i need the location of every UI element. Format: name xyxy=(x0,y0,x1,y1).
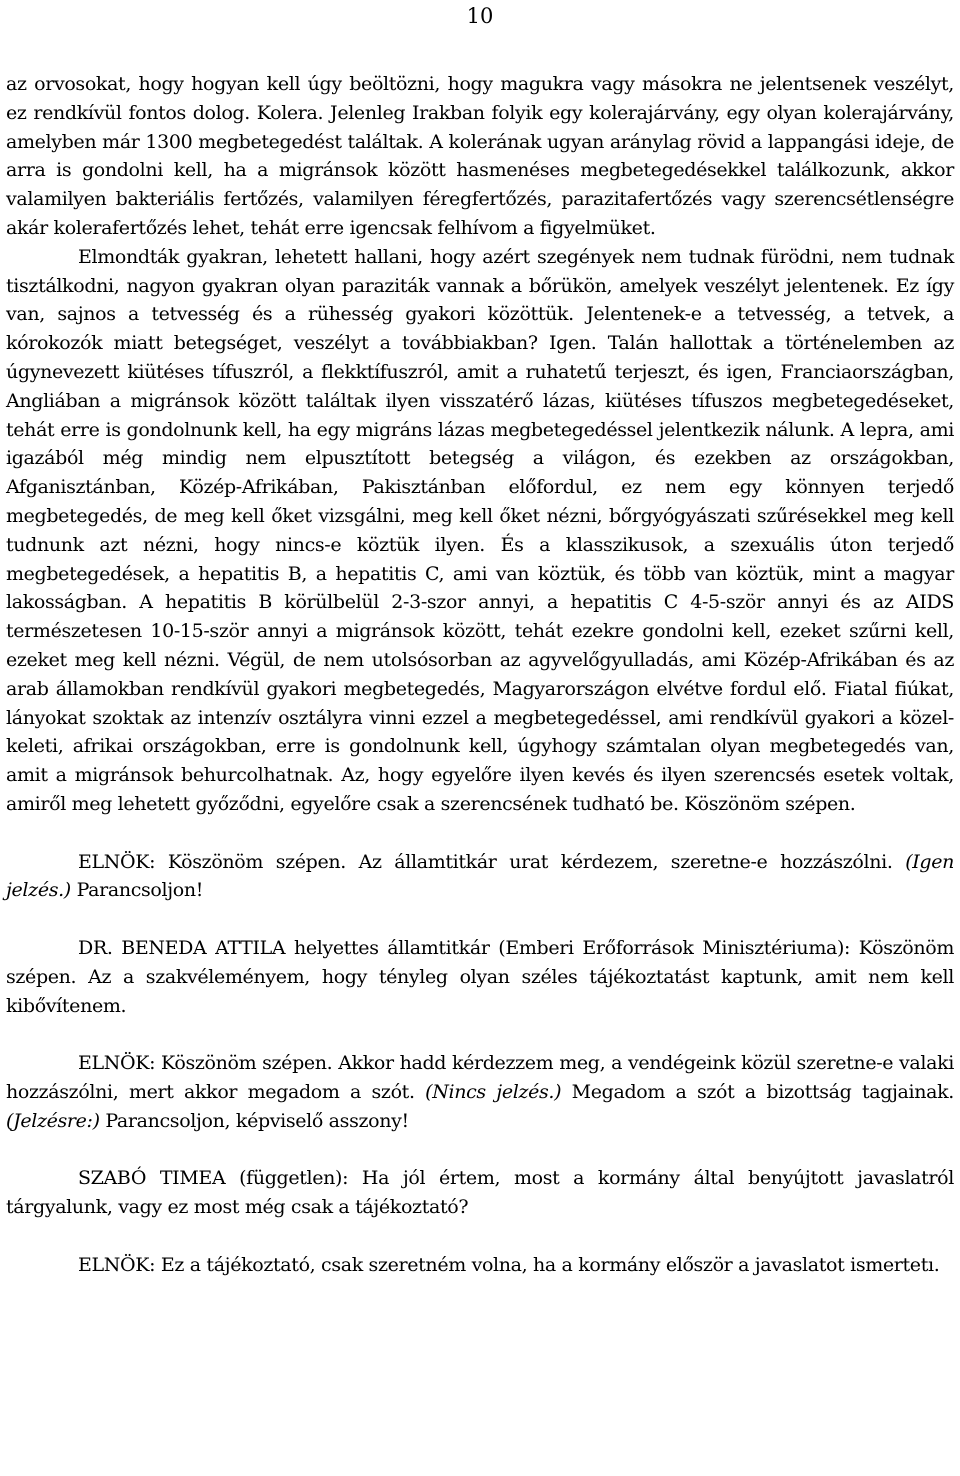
paragraph-beneda: DR. BENEDA ATTILA helyettes államtitkár (Emberi Erőforrások Minisztériuma): Köszönöm szépen. Az a szakvéleményem, hogy tényleg olyan széles tájékoztatást kaptunk, amit nem kell kibővítenem. xyxy=(6,936,954,1017)
paragraph-chair-2 xyxy=(6,1049,954,1135)
chair-2-note-2: (Jelzésre:) xyxy=(6,1109,100,1132)
paragraph-chair-1 xyxy=(6,848,954,906)
chair-2-note-1: (Nincs jelzés.) xyxy=(425,1080,562,1103)
paragraph-szabo: SZABÓ TIMEA (független): Ha jól értem, most a kormány által benyújtott javaslatról tárgyalunk, vagy ez most még csak a tájékoztató? xyxy=(6,1167,954,1219)
chair-1-text: ELNÖK: Köszönöm szépen. Az államtitkár urat kérdezem, szeretne-e hozzászólni. xyxy=(78,850,906,873)
document-body xyxy=(6,70,954,1279)
paragraph-chair-3: ELNÖK: Ez a tájékoztató, csak szeretném volna, ha a kormány először a javaslatot ismertetı. xyxy=(78,1253,940,1276)
paragraph-cholera: az orvosokat, hogy hogyan kell úgy beöltözni, hogy magukra vagy másokra ne jelentsenek veszélyt, ez rendkívül fontos dolog. Kolera. Jelenleg Irakban folyik egy kolerajárvány, egy olyan kolerajárvány, amelyben már 1300 megbetegedést találtak. A kolerának ugyan aránylag rövid a lappangási ideje, de arra is gondolni kell, ha a migránsok között hasmenéses megbetegedésekkel találkozunk, akkor valamilyen bakteriális fertőzés, valamilyen féregfertőzés, parazitafertőzés vagy szerencsétlenségre akár kolerafertőzés lehet, tehát erre igencsak felhívom a figyelmüket. xyxy=(6,73,954,239)
page-number: 10 xyxy=(466,4,494,28)
chair-2-text-end: Parancsoljon, képviselő asszony! xyxy=(99,1109,409,1132)
chair-1-note: (Igen jelzés.) xyxy=(6,850,954,902)
chair-1-text-end: Parancsoljon! xyxy=(70,879,204,902)
chair-2-text: ELNÖK: Köszönöm szépen. Akkor hadd kérdezzem meg, a vendégeink közül szeretne-e valaki hozzászólni, mert akkor megadom a szót. xyxy=(6,1052,954,1103)
paragraph-parasites: Elmondták gyakran, lehetett hallani, hogy azért szegények nem tudnak fürödni, nem tudnak tisztálkodni, nagyon gyakran olyan paraziták vannak a bőrükön, amelyek veszélyt jelentenek. Ez így van, sajnos a tetvesség és a rühesség gyakori közöttük. Jelentenek-e a tetvesség, a tetvek, a kórokozók miatt betegséget, veszélyt a továbbiakban? Igen. Talán hallottak a történelemben az úgynevezett kiütéses tífuszról, a flekktífuszról, amit a ruhatetű terjeszt, és igen, Franciaországban, Angliában a migránsok között találtak ilyen visszatérő lázas, kiütéses tífuszos megbetegedéseket, tehát erre is gondolnunk kell, ha egy migráns lázas megbetegedéssel jelentkezik nálunk. A lepra, ami igazából még mindig nem elpusztított betegség a világon, és ezekben az országokban, Afganisztánban, Közép-Afrikában, Pakisztánban előfordul, ez nem egy könnyen terjedő megbetegedés, de meg kell őket vizsgálni, meg kell őket nézni, bőrgyógyászati szűrésekkel meg kell tudnunk azt nézni, hogy nincs-e köztük ilyen. És a klasszikusok, a szexuális úton terjedő megbetegedések, a hepatitis B, a hepatitis C, ami van köztük, és több van köztük, mint a magyar lakosságban. A hepatitis B körülbelül 2-3-szor annyi, a hepatitis C 4-5-ször annyi és az AIDS természetesen 10-15-ször annyi a migránsok között, tehát ezekre gondolni kell, ezeket szűrni kell, ezeket meg kell nézni. Végül, de nem utolsósorban az agyvelőgyulladás, ami Közép-Afrikában és az arab államokban rendkívül gyakori megbetegedés, Magyarországon elvétve fordul elő. Fiatal fiúkat, lányokat szoktak az intenzív osztályra vinni ezzel a megbetegedéssel, ami rendkívül gyakori a közel-keleti, afrikai országokban, erre is gondolnunk kell, úgyhogy számtalan olyan megbetegedés van, amit a migránsok behurcolhatnak. Az, hogy egyelőre ilyen kevés és ilyen szerencsés esetek voltak, amiről meg lehetett győződni, egyelőre csak a szerencsének tudható be. Köszönöm szépen. xyxy=(6,245,954,815)
chair-2-text-mid: Megadom a szót a bizottság tagjainak. xyxy=(561,1080,954,1103)
